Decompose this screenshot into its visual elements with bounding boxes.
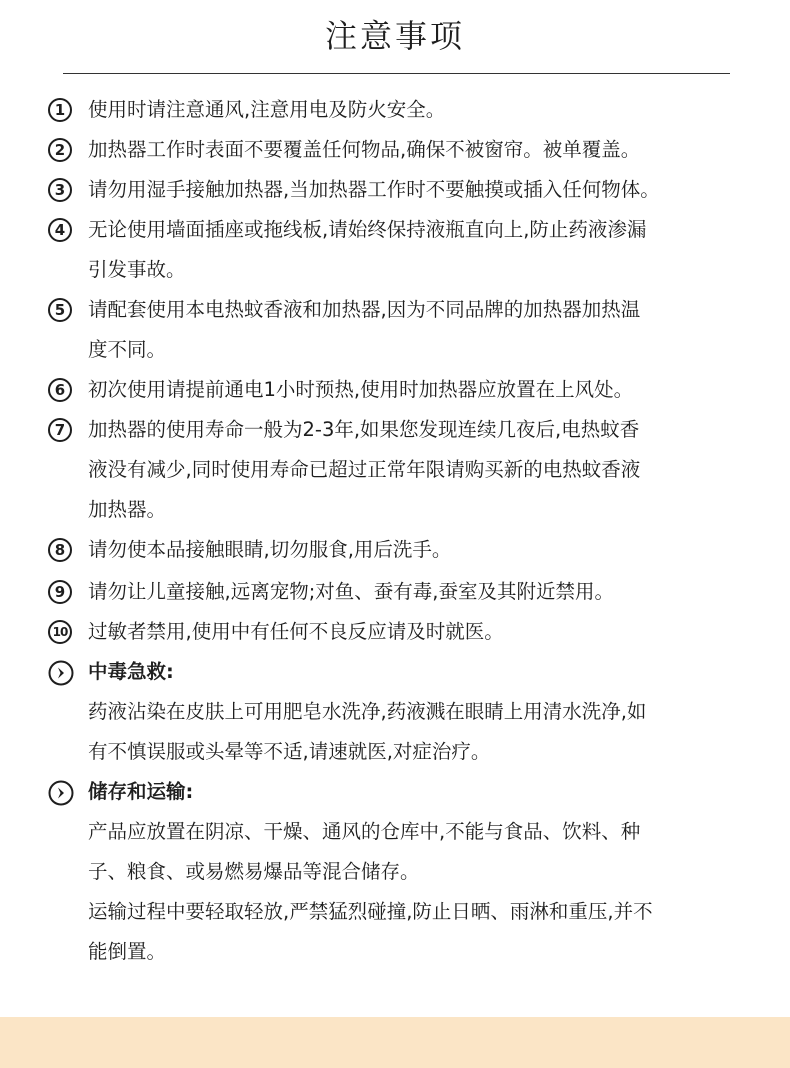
section-text-line: 运输过程中要轻取轻放,严禁猛烈碰撞,防止日晒、雨淋和重压,并不 bbox=[88, 900, 653, 923]
arrow-right-circle-icon bbox=[48, 660, 74, 686]
item-number-badge: 6 bbox=[48, 378, 72, 402]
section-text-line: 产品应放置在阴凉、干燥、通风的仓库中,不能与食品、饮料、种 bbox=[88, 820, 641, 843]
item-text bbox=[88, 90, 758, 130]
item-text-line: 请配套使用本电热蚊香液和加热器,因为不同品牌的加热器加热温 bbox=[88, 298, 641, 321]
item-number-badge: 9 bbox=[48, 580, 72, 604]
item-text bbox=[88, 612, 758, 652]
item-number-badge: 3 bbox=[48, 178, 72, 202]
item-number-badge: 5 bbox=[48, 298, 72, 322]
item-text bbox=[88, 130, 758, 170]
item-text-line: 加热器。 bbox=[88, 498, 167, 521]
item-text-line: 请勿用湿手接触加热器,当加热器工作时不要触摸或插入任何物体。 bbox=[88, 178, 660, 201]
item-text bbox=[88, 290, 758, 370]
section-text-line: 有不慎误服或头晕等不适,请速就医,对症治疗。 bbox=[88, 740, 491, 763]
item-text bbox=[88, 210, 758, 290]
first-aid-text bbox=[88, 692, 758, 772]
item-number-badge: 10 bbox=[48, 620, 72, 644]
section-text-line: 能倒置。 bbox=[88, 940, 167, 963]
item-text-line: 液没有减少,同时使用寿命已超过正常年限请购买新的电热蚊香液 bbox=[88, 458, 641, 481]
item-text-line: 过敏者禁用,使用中有任何不良反应请及时就医。 bbox=[88, 620, 504, 643]
item-number-badge: 1 bbox=[48, 98, 72, 122]
item-text bbox=[88, 410, 758, 530]
item-text-line: 度不同。 bbox=[88, 338, 167, 361]
item-text-line: 请勿使本品接触眼睛,切勿服食,用后洗手。 bbox=[88, 538, 452, 561]
item-text-line: 加热器的使用寿命一般为2-3年,如果您发现连续几夜后,电热蚊香 bbox=[88, 418, 640, 441]
first-aid-heading: 中毒急救: bbox=[88, 660, 174, 683]
storage-heading: 储存和运输: bbox=[88, 780, 194, 803]
item-number-badge: 4 bbox=[48, 218, 72, 242]
section-text-line: 子、粮食、或易燃易爆品等混合储存。 bbox=[88, 860, 420, 883]
item-number-badge: 8 bbox=[48, 538, 72, 562]
item-text bbox=[88, 370, 758, 410]
item-text-line: 无论使用墙面插座或拖线板,请始终保持液瓶直向上,防止药液渗漏 bbox=[88, 218, 647, 241]
item-text-line: 引发事故。 bbox=[88, 258, 186, 281]
item-number-badge: 7 bbox=[48, 418, 72, 442]
storage-text bbox=[88, 812, 758, 972]
item-text-line: 请勿让儿童接触,远离宠物;对鱼、蚕有毒,蚕室及其附近禁用。 bbox=[88, 580, 614, 603]
item-text-line: 加热器工作时表面不要覆盖任何物品,确保不被窗帘。被单覆盖。 bbox=[88, 138, 641, 161]
item-text-line: 使用时请注意通风,注意用电及防火安全。 bbox=[88, 98, 446, 121]
section-text-line: 药液沾染在皮肤上可用肥皂水洗净,药液溅在眼睛上用清水洗净,如 bbox=[88, 700, 647, 723]
item-text bbox=[88, 572, 758, 612]
item-number-badge: 2 bbox=[48, 138, 72, 162]
item-text-line: 初次使用请提前通电1小时预热,使用时加热器应放置在上风处。 bbox=[88, 378, 634, 401]
arrow-right-circle-icon bbox=[48, 780, 74, 806]
title-divider bbox=[63, 73, 730, 74]
item-text bbox=[88, 170, 758, 210]
page-title: 注意事项 bbox=[324, 17, 465, 55]
item-text bbox=[88, 530, 758, 570]
footer-band bbox=[0, 1017, 790, 1068]
